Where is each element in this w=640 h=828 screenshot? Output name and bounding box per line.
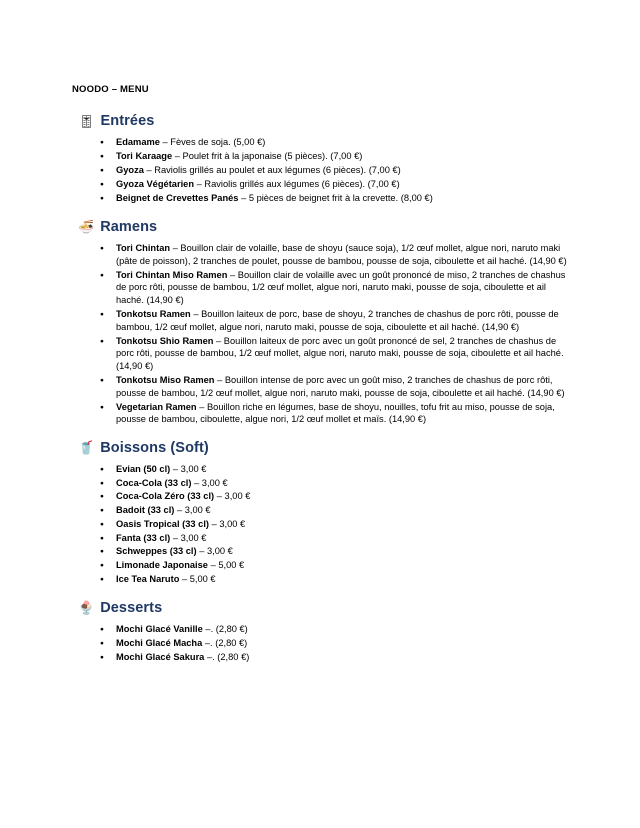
menu-item xyxy=(106,192,568,205)
menu-item-description: – Fèves de soja. (5,00 €) xyxy=(162,137,266,147)
menu-item-description: – 5,00 € xyxy=(181,574,216,585)
menu-item-description: – 5,00 € xyxy=(210,560,245,571)
ramen-bowl-icon: 🍜 xyxy=(78,219,95,235)
menu-item xyxy=(106,178,568,191)
menu-item-name: Tonkotsu Miso Ramen xyxy=(116,374,215,385)
ice-cream-icon: 🍨 xyxy=(78,600,95,616)
section-title-ramens: Ramens xyxy=(100,218,158,235)
menu-item xyxy=(106,518,568,531)
section-header-ramens xyxy=(78,219,568,235)
section-title-boissons: Boissons (Soft) xyxy=(100,439,209,456)
menu-item xyxy=(106,573,568,586)
menu-item-name: Tori Chintan Miso Ramen xyxy=(116,269,228,280)
menu-item-description: –. (2,80 €) xyxy=(205,623,248,634)
menu-item xyxy=(106,545,568,558)
menu-list-entrees xyxy=(72,136,568,205)
menu-item-description: – Bouillon clair de volaille avec un goût prononcé de miso, 2 tranches de chashus de porc rôti, pousse de bambou, 1/2 œuf mollet, algue nori, naruto maki, pousse de soja, ciboulette et ail haché. (14,90 €) xyxy=(116,269,566,305)
menu-item-name: Coca-Cola (33 cl) xyxy=(116,477,192,488)
menu-item-name: Beignet de Crevettes Panés xyxy=(116,193,239,204)
menu-item xyxy=(106,532,568,545)
menu-item-description: – Bouillon laiteux de porc, base de shoyu, 2 tranches de chashus de porc rôti, pousse de bambou, 1/2 œuf mollet, algue nori, naruto maki, pousse de soja, ciboulette et ail haché. (14,90 €) xyxy=(116,308,559,332)
section-header-desserts xyxy=(78,600,568,616)
menu-item-name: Coca-Cola Zéro (33 cl) xyxy=(116,491,215,502)
menu-item-description: – Raviolis grillés aux légumes (6 pièces). (7,00 €) xyxy=(196,179,400,190)
menu-item-name: Tonkotsu Shio Ramen xyxy=(116,335,214,346)
menu-item-name: Edamame xyxy=(116,137,160,147)
menu-item-description: – 3,00 € xyxy=(199,546,233,557)
section-header-boissons xyxy=(78,440,568,456)
menu-item-description: – 3,00 € xyxy=(216,491,251,502)
menu-item xyxy=(106,401,568,426)
menu-item-name: Mochi Glacé Macha xyxy=(116,637,203,648)
menu-section-boissons xyxy=(72,440,568,586)
page-bottom-spacer xyxy=(72,677,568,717)
menu-item-description: – 3,00 € xyxy=(172,532,207,543)
drink-cup-icon: 🥤 xyxy=(78,440,95,456)
menu-item xyxy=(106,477,568,490)
menu-item-name: Schweppes (33 cl) xyxy=(116,546,197,557)
menu-item xyxy=(106,164,568,177)
menu-list-ramens xyxy=(72,242,568,426)
menu-item xyxy=(106,623,568,636)
section-title-entrees: Entrées xyxy=(100,113,155,129)
menu-section-desserts xyxy=(72,600,568,664)
menu-item-name: Mochi Glacé Vanille xyxy=(116,623,203,634)
menu-item-description: – Bouillon riche en légumes, base de shoyu, nouilles, tofu frit au miso, pousse de soja, pousse de bambou, ciboulette, algue nori, 1/2 œuf mollet et maïs. (14,90 €) xyxy=(116,401,555,425)
menu-item xyxy=(106,308,568,333)
menu-item xyxy=(106,374,568,399)
menu-item xyxy=(106,242,568,267)
menu-item xyxy=(106,637,568,650)
menu-item-description: – 3,00 € xyxy=(211,518,246,529)
menu-item-name: Vegetarian Ramen xyxy=(116,401,197,412)
menu-item-description: – 3,00 € xyxy=(194,477,228,488)
menu-item-name: Oasis Tropical (33 cl) xyxy=(116,518,210,529)
menu-item-name: Badoit (33 cl) xyxy=(116,505,175,516)
menu-item-description: – 3,00 € xyxy=(176,505,211,516)
menu-item-name: Gyoza xyxy=(116,165,144,176)
menu-item xyxy=(106,490,568,503)
menu-item-name: Tonkotsu Ramen xyxy=(116,308,191,319)
menu-item-description: – Bouillon clair de volaille, base de shoyu (sauce soja), 1/2 œuf mollet, algue nori, naruto maki (pâte de poisson), 2 tranches de poulet, pousse de bambou, pousse de soja, ciboulette et ail haché. (14,90 €) xyxy=(116,242,567,266)
section-title-desserts: Desserts xyxy=(100,599,163,616)
menu-item-name: Evian (50 cl) xyxy=(116,463,171,474)
menu-item-description: – 3,00 € xyxy=(172,463,207,474)
menu-item-name: Mochi Glacé Sakura xyxy=(116,651,205,662)
menu-section-entrees xyxy=(72,113,568,205)
menu-item-description: – Poulet frit à la japonaise (5 pièces). (7,00 €) xyxy=(174,151,363,162)
menu-item-name: Ice Tea Naruto xyxy=(116,574,180,585)
menu-section-ramens xyxy=(72,219,568,426)
menu-item xyxy=(106,504,568,517)
menu-item-description: – Bouillon intense de porc avec un goût miso, 2 tranches de chashus de porc rôti, pousse de bambou, 1/2 œuf mollet, algue nori, naruto maki, pousse de soja, ciboulette et ail haché. (14,90 €) xyxy=(116,374,565,398)
menu-item-description: – Raviolis grillés au poulet et aux légumes (6 pièces). (7,00 €) xyxy=(146,165,401,176)
page-title: NOODO – MENU xyxy=(72,84,149,95)
menu-item xyxy=(106,559,568,572)
menu-item xyxy=(106,150,568,163)
chopsticks-icon: 🎚 xyxy=(78,113,95,129)
menu-item-name: Fanta (33 cl) xyxy=(116,532,171,543)
menu-list-boissons xyxy=(72,463,568,586)
menu-item-description: – 5 pièces de beignet frit à la crevette. (8,00 €) xyxy=(241,193,433,204)
section-header-entrees xyxy=(78,113,568,129)
menu-item-name: Tori Chintan xyxy=(116,242,171,253)
menu-item-name: Limonade Japonaise xyxy=(116,560,208,571)
menu-item-description: –. (2,80 €) xyxy=(204,637,248,648)
menu-item xyxy=(106,463,568,476)
menu-item-description: – Bouillon laiteux de porc avec un goût prononcé de sel, 2 tranches de chashus de porc rôti, pousse de bambou, 1/2 œuf mollet, algue nori, naruto maki, pousse de soja, ciboulette et ail haché. (14,90 €) xyxy=(116,335,564,371)
menu-item xyxy=(106,335,568,373)
menu-item-name: Tori Karaage xyxy=(116,151,173,162)
menu-item-description: –. (2,80 €) xyxy=(206,651,250,662)
menu-list-desserts xyxy=(72,623,568,664)
menu-item-name: Gyoza Végétarien xyxy=(116,179,195,190)
menu-sections xyxy=(72,113,568,663)
menu-item xyxy=(106,651,568,664)
menu-item xyxy=(106,136,568,149)
menu-item xyxy=(106,269,568,307)
